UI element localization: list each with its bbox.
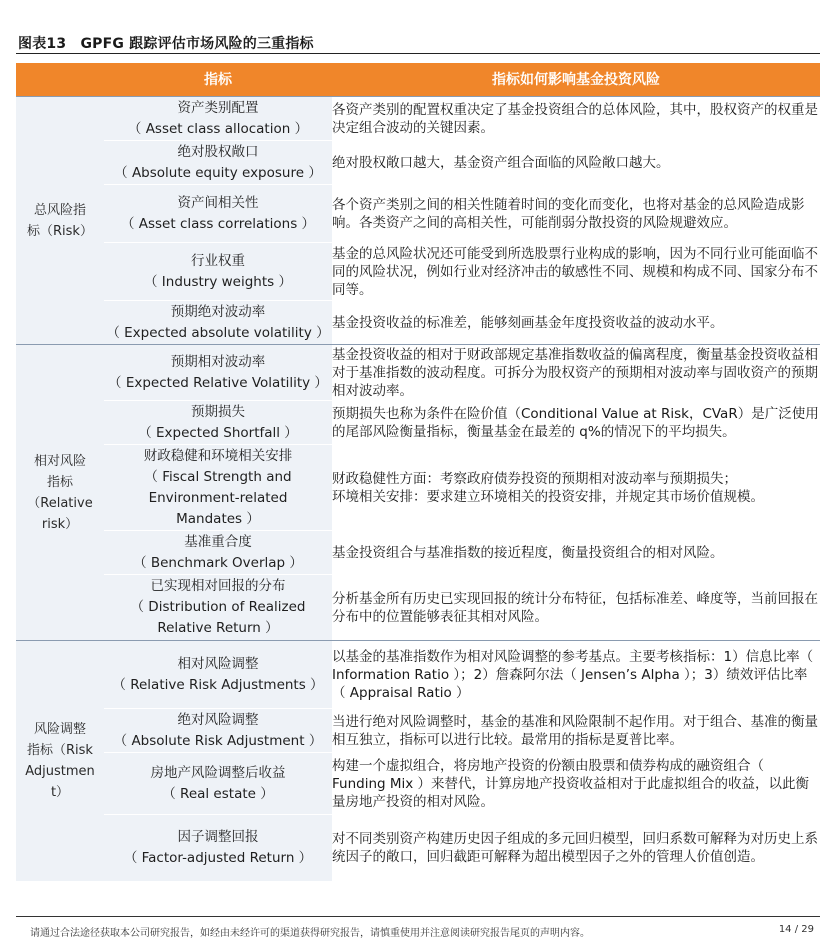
metric-name: 绝对股权敞口 （ Absolute equity exposure ） (104, 141, 332, 185)
page-number: 14 / 29 (778, 924, 814, 935)
footer-disclaimer: 请通过合法途径获取本公司研究报告，如经由未经许可的渠道获得研究报告，请慎重使用并注意阅读研究报告尾页的声明内容。 (30, 928, 590, 939)
metric-name: 财政稳健和环境相关安排 （ Fiscal Strength and Environment-related Mandates ） (104, 445, 332, 531)
table-row (16, 815, 820, 881)
metric-description: 预期损失也称为条件在险价值（Conditional Value at Risk，CVaR）是广泛使用的尾部风险衡量指标，衡量基金在最差的 q%的情况下的平均损失。 (332, 401, 820, 445)
metric-description: 财政稳健性方面：考察政府债券投资的预期相对波动率与预期损失； 环境相关安排：要求建立环境相关的投资安排，并规定其市场价值规模。 (332, 445, 820, 531)
category-relative-risk: 相对风险 指标 （Relative risk） (16, 345, 104, 641)
table-row (16, 575, 820, 641)
footer-divider (16, 916, 820, 917)
figure-title: 图表13 GPFG 跟踪评估市场风险的三重指标 (18, 36, 314, 52)
table-row (16, 531, 820, 575)
metric-name: 基准重合度 （ Benchmark Overlap ） (104, 531, 332, 575)
table-row (16, 753, 820, 815)
table-row (16, 445, 820, 531)
metric-description: 基金投资收益的相对于财政部规定基准指数收益的偏离程度，衡量基金投资收益相对于基准指数的波动程度。可拆分为股权资产的预期相对波动率与固收资产的预期相对波动率。 (332, 346, 818, 399)
metric-description: 对不同类别资产构建历史因子组成的多元回归模型，回归系数可解释为对历史上系统因子的敞口，回归截距可解释为超出模型因子之外的管理人价值创造。 (332, 815, 820, 881)
metric-description: 当进行绝对风险调整时，基金的基准和风险限制不起作用。对于组合、基准的衡量相互独立，指标可以进行比较。最常用的指标是夏普比率。 (332, 709, 820, 753)
metric-description: 绝对股权敞口越大，基金资产组合面临的风险敞口越大。 (332, 141, 820, 185)
metric-description: 以基金的基准指数作为相对风险调整的参考基点。主要考核指标：1）信息比率（ Information Ratio ）；2）詹森阿尔法（ Jensen’s Alpha ）；3）绩效评估比率（ Appraisal Ratio ） (332, 641, 820, 709)
metric-name: 相对风险调整 （ Relative Risk Adjustments ） (104, 641, 332, 709)
metric-name: 绝对风险调整 （ Absolute Risk Adjustment ） (104, 709, 332, 753)
metric-description: 基金的总风险状况还可能受到所选股票行业构成的影响，因为不同行业可能面临不同的风险状况，例如行业对经济冲击的敏感性不同、规模和构成不同、国家分布不同等。 (332, 243, 820, 301)
category-risk-adjustment: 风险调整 指标（Risk Adjustmen t） (16, 641, 104, 881)
header-metric: 指标 (104, 63, 332, 97)
table-row (16, 709, 820, 753)
category-total-risk: 总风险指 标（Risk） (16, 97, 104, 345)
table-row (16, 301, 820, 345)
table-header-row (16, 63, 820, 97)
metric-name: 因子调整回报 （ Factor-adjusted Return ） (104, 815, 332, 881)
metric-description: 各资产类别的配置权重决定了基金投资组合的总体风险，其中，股权资产的权重是决定组合波动的关键因素。 (332, 97, 820, 141)
metric-name: 预期损失 （ Expected Shortfall ） (104, 401, 332, 445)
table-row (16, 641, 820, 709)
risk-metrics-table (16, 63, 820, 881)
metric-description: 基金投资收益的标准差，能够刻画基金年度投资收益的波动水平。 (332, 301, 820, 345)
metric-name: 资产间相关性 （ Asset class correlations ） (104, 185, 332, 243)
table-row (16, 97, 820, 141)
table-row (16, 345, 820, 401)
metric-description: 分析基金所有历史已实现回报的统计分布特征，包括标准差、峰度等，当前回报在分布中的位置能够表征其相对风险。 (332, 575, 820, 641)
metric-name: 预期绝对波动率 （ Expected absolute volatility ） (104, 301, 332, 345)
metric-description: 基金投资组合与基准指数的接近程度，衡量投资组合的相对风险。 (332, 531, 820, 575)
header-description: 指标如何影响基金投资风险 (332, 63, 820, 97)
metric-name: 预期相对波动率 （ Expected Relative Volatility ） (104, 345, 332, 401)
metric-name: 已实现相对回报的分布 （ Distribution of Realized Relative Return ） (104, 575, 332, 641)
metric-description: 构建一个虚拟组合，将房地产投资的份额由股票和债券构成的融资组合（ Funding Mix ）来替代，计算房地产投资收益相对于此虚拟组合的收益，以此衡量房地产投资的相对风险。 (332, 753, 820, 815)
table-row (16, 243, 820, 301)
metric-name: 资产类别配置 （ Asset class allocation ） (104, 97, 332, 141)
header-category (16, 63, 104, 97)
metric-name: 行业权重 （ Industry weights ） (104, 243, 332, 301)
metric-description: 各个资产类别之间的相关性随着时间的变化而变化，也将对基金的总风险造成影响。各类资产之间的高相关性，可能削弱分散投资的风险规避效应。 (332, 185, 820, 243)
table-row (16, 185, 820, 243)
table-row (16, 401, 820, 445)
metric-name: 房地产风险调整后收益 （ Real estate ） (104, 753, 332, 815)
table-row (16, 141, 820, 185)
title-divider (16, 53, 820, 54)
